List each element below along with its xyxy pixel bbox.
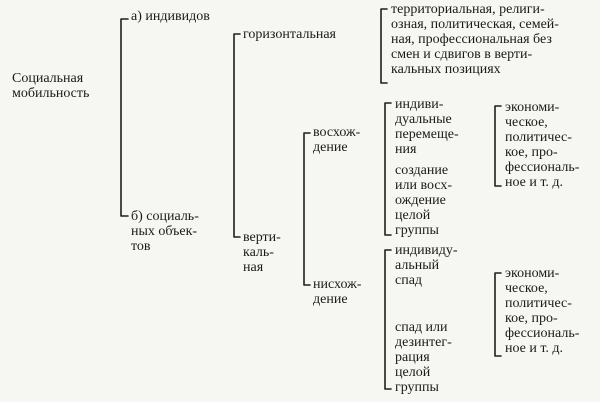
root-label: Социальная мобильность xyxy=(12,71,90,101)
individuals-label: а) индивидов xyxy=(131,9,210,24)
social-objects-label: б) социаль- ных объек- тов xyxy=(131,209,199,254)
bracket-root xyxy=(121,19,128,216)
bracket-descent xyxy=(385,250,391,389)
ascent-group-text: создание или восх- ождение целой группы xyxy=(395,163,453,238)
ascent-label: восхож- дение xyxy=(313,125,361,155)
ascent-individual-text: индиви- дуальные перемеще- ния xyxy=(395,97,459,157)
horizontal-label: горизонтальная xyxy=(243,27,336,42)
descent-label: нисхож- дение xyxy=(313,277,362,307)
descent-spheres-text: экономи- ческое, политичес- кое, про- фессиональ- ное и т. д. xyxy=(505,266,580,356)
bracket-ascent xyxy=(385,103,391,235)
horizontal-examples-text: территориальная, религи- озная, политическая, семей- ная, профессиональная без смен и сдвигов в верти- кальных позициях xyxy=(391,2,559,77)
bracket-vertical xyxy=(304,133,310,285)
bracket-descent-spheres xyxy=(495,273,501,356)
ascent-spheres-text: экономи- ческое, политичес- кое, про- фессиональ- ное и т. д. xyxy=(505,100,580,190)
descent-group-text: спад или дезинтег- рация целой группы xyxy=(395,320,452,395)
bracket-horizontal-examples xyxy=(381,9,387,83)
bracket-individuals xyxy=(234,34,240,237)
vertical-label: верти- каль- ная xyxy=(243,230,281,275)
bracket-ascent-spheres xyxy=(495,106,501,186)
descent-individual-text: индивиду- альный спад xyxy=(395,243,458,288)
